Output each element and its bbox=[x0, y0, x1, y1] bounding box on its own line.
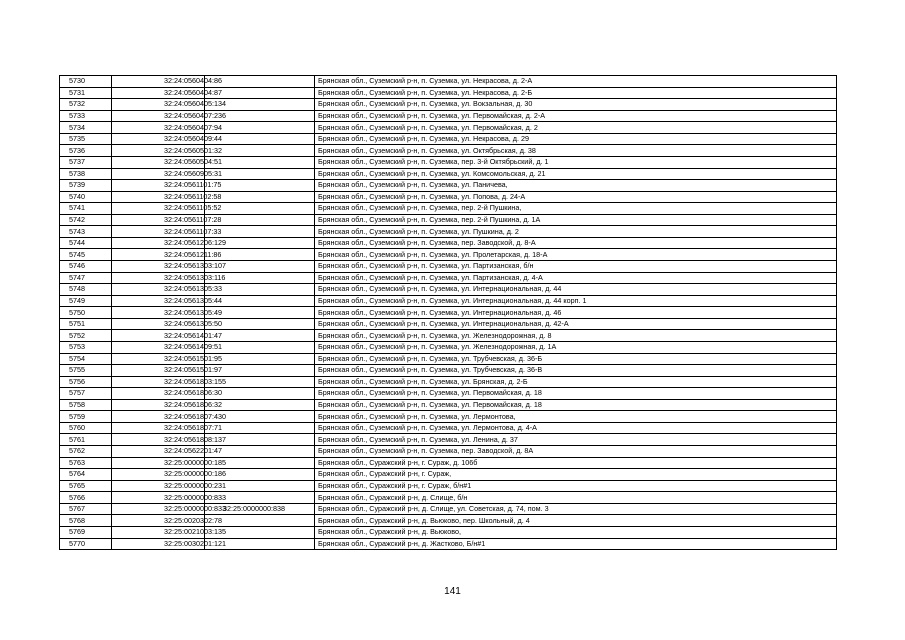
row-number-cell: 5744 bbox=[60, 237, 112, 249]
table-row bbox=[60, 226, 837, 238]
row-number-cell: 5755 bbox=[60, 365, 112, 377]
cadastral-number-cell: 32:24:0561305:44 bbox=[112, 295, 205, 307]
row-number-cell: 5767 bbox=[60, 503, 112, 515]
address-cell: Брянская обл., Суземский р-н, п. Суземка, ул. Паничева, bbox=[315, 180, 837, 192]
row-number-cell: 5766 bbox=[60, 492, 112, 504]
row-number-cell: 5752 bbox=[60, 330, 112, 342]
cadastral-number-cell: 32:24:0561807:430 bbox=[112, 411, 205, 423]
cadastral-number-cell: 32:24:0561305:49 bbox=[112, 307, 205, 319]
address-cell: Брянская обл., Суземский р-н, п. Суземка, ул. Интернациональная, д. 46 bbox=[315, 307, 837, 319]
table-row bbox=[60, 307, 837, 319]
row-number-cell: 5735 bbox=[60, 133, 112, 145]
cadastral-number-cell: 32:24:0561305:50 bbox=[112, 318, 205, 330]
table-row bbox=[60, 214, 837, 226]
row-number-cell: 5745 bbox=[60, 249, 112, 261]
table-row bbox=[60, 191, 837, 203]
row-number-cell: 5737 bbox=[60, 156, 112, 168]
table-row bbox=[60, 480, 837, 492]
table-row bbox=[60, 365, 837, 377]
address-cell: Брянская обл., Суражский р-н, д. Слище, ул. Советская, д. 74, пом. 3 bbox=[315, 503, 837, 515]
address-cell: Брянская обл., Суземский р-н, п. Суземка, ул. Железнодорожная, д. 1А bbox=[315, 341, 837, 353]
address-cell: Брянская обл., Суземский р-н, п. Суземка, ул. Первомайская, д. 18 bbox=[315, 388, 837, 400]
row-number-cell: 5736 bbox=[60, 145, 112, 157]
cadastral-number-cell: 32:24:0561501:97 bbox=[112, 365, 205, 377]
row-number-cell: 5769 bbox=[60, 526, 112, 538]
row-number-cell: 5741 bbox=[60, 203, 112, 215]
table-row bbox=[60, 295, 837, 307]
cadastral-number-cell: 32:24:0561401:47 bbox=[112, 330, 205, 342]
cadastral-number-cell: 32:24:0561102:58 bbox=[112, 191, 205, 203]
address-cell: Брянская обл., Суземский р-н, п. Суземка, пер. Заводской, д. 8-А bbox=[315, 237, 837, 249]
row-number-cell: 5754 bbox=[60, 353, 112, 365]
cadastral-number-cell: 32:24:0561501:95 bbox=[112, 353, 205, 365]
cadastral-number-cell: 32:24:0560501:32 bbox=[112, 145, 205, 157]
table-row bbox=[60, 434, 837, 446]
cadastral-number-cell: 32:25:0000000:231 bbox=[112, 480, 205, 492]
table-row bbox=[60, 526, 837, 538]
cadastral-number-cell: 32:25:0030201:121 bbox=[112, 538, 205, 550]
address-cell: Брянская обл., Суражский р-н, д. Слище, б/н bbox=[315, 492, 837, 504]
address-cell: Брянская обл., Суземский р-н, п. Суземка, ул. Вокзальная, д. 30 bbox=[315, 99, 837, 111]
table-row bbox=[60, 492, 837, 504]
address-cell: Брянская обл., Суражский р-н, г. Сураж, bbox=[315, 469, 837, 481]
row-number-cell: 5768 bbox=[60, 515, 112, 527]
address-cell: Брянская обл., Суражский р-н, д. Жастково, Б/н#1 bbox=[315, 538, 837, 550]
address-cell: Брянская обл., Суземский р-н, п. Суземка, ул. Ленина, д. 37 bbox=[315, 434, 837, 446]
cadastral-number-cell: 32:24:0561303:116 bbox=[112, 272, 205, 284]
cadastral-number-cell: 32:24:0561211:86 bbox=[112, 249, 205, 261]
row-number-cell: 5748 bbox=[60, 284, 112, 296]
table-row bbox=[60, 110, 837, 122]
row-number-cell: 5758 bbox=[60, 399, 112, 411]
row-number-cell: 5750 bbox=[60, 307, 112, 319]
table-row bbox=[60, 145, 837, 157]
row-number-cell: 5734 bbox=[60, 122, 112, 134]
cadastral-number-cell: 32:24:0561303:107 bbox=[112, 261, 205, 273]
table-row bbox=[60, 203, 837, 215]
cadastral-number-cell: 32:24:0561107:28 bbox=[112, 214, 205, 226]
address-cell: Брянская обл., Суземский р-н, п. Суземка, ул. Трубчевская, д. 36-Б bbox=[315, 353, 837, 365]
table-row bbox=[60, 538, 837, 550]
address-cell: Брянская обл., Суземский р-н, п. Суземка, ул. Первомайская, д. 18 bbox=[315, 399, 837, 411]
table-row bbox=[60, 237, 837, 249]
address-cell: Брянская обл., Суземский р-н, п. Суземка, ул. Пушкина, д. 2 bbox=[315, 226, 837, 238]
cadastral-number-cell: 32:24:0561803:155 bbox=[112, 376, 205, 388]
address-cell: Брянская обл., Суземский р-н, п. Суземка, ул. Попова, д. 24-А bbox=[315, 191, 837, 203]
cadastral-number-cell: 32:25:0021003:135 bbox=[112, 526, 205, 538]
cadastral-number-cell: 32:24:0560407:94 bbox=[112, 122, 205, 134]
row-number-cell: 5739 bbox=[60, 180, 112, 192]
row-number-cell: 5733 bbox=[60, 110, 112, 122]
row-number-cell: 5749 bbox=[60, 295, 112, 307]
address-cell: Брянская обл., Суземский р-н, п. Суземка, ул. Комсомольская, д. 21 bbox=[315, 168, 837, 180]
cadastral-number-cell: 32:24:0560404:87 bbox=[112, 87, 205, 99]
row-number-cell: 5757 bbox=[60, 388, 112, 400]
cadastral-number-cell: 32:24:0561808:137 bbox=[112, 434, 205, 446]
table-row bbox=[60, 399, 837, 411]
address-cell: Брянская обл., Суземский р-н, п. Суземка, ул. Октябрьская, д. 38 bbox=[315, 145, 837, 157]
table-row bbox=[60, 469, 837, 481]
address-cell: Брянская обл., Суземский р-н, п. Суземка, ул. Брянская, д. 2-Б bbox=[315, 376, 837, 388]
table-row bbox=[60, 341, 837, 353]
table-row bbox=[60, 168, 837, 180]
cadastral-number-cell: 32:25:0000000:185 bbox=[112, 457, 205, 469]
address-cell: Брянская обл., Суземский р-н, п. Суземка, пер. Заводской, д. 8А bbox=[315, 446, 837, 458]
row-number-cell: 5764 bbox=[60, 469, 112, 481]
row-number-cell: 5761 bbox=[60, 434, 112, 446]
cadastral-number-cell: 32:25:0000000:833 bbox=[112, 492, 205, 504]
registry-table-body bbox=[60, 76, 837, 550]
cadastral-number-cell: 32:24:0560405:134 bbox=[112, 99, 205, 111]
row-number-cell: 5740 bbox=[60, 191, 112, 203]
cadastral-number-cell: 32:24:0560504:51 bbox=[112, 156, 205, 168]
address-cell: Брянская обл., Суземский р-н, п. Суземка, ул. Трубчевская, д. 36-В bbox=[315, 365, 837, 377]
cadastral-number-cell: 32:24:0561105:52 bbox=[112, 203, 205, 215]
cadastral-number-cell: 32:24:0561806:30 bbox=[112, 388, 205, 400]
table-row bbox=[60, 261, 837, 273]
address-cell: Брянская обл., Суземский р-н, п. Суземка, ул. Пролетарская, д. 18-А bbox=[315, 249, 837, 261]
row-number-cell: 5742 bbox=[60, 214, 112, 226]
table-row bbox=[60, 388, 837, 400]
table-row bbox=[60, 411, 837, 423]
address-cell: Брянская обл., Суземский р-н, п. Суземка, ул. Первомайская, д. 2-А bbox=[315, 110, 837, 122]
cadastral-number-cell: 32:24:0561107:33 bbox=[112, 226, 205, 238]
row-number-cell: 5756 bbox=[60, 376, 112, 388]
address-cell: Брянская обл., Суземский р-н, п. Суземка, ул. Некрасова, д. 2-А bbox=[315, 76, 837, 88]
cadastral-number-cell: 32:24:0560905:31 bbox=[112, 168, 205, 180]
table-row bbox=[60, 180, 837, 192]
address-cell: Брянская обл., Суземский р-н, п. Суземка, ул. Некрасова, д. 29 bbox=[315, 133, 837, 145]
address-cell: Брянская обл., Суземский р-н, п. Суземка, пер. 3-й Октябрьский, д. 1 bbox=[315, 156, 837, 168]
cadastral-number-cell: 32:25:0000000:833 bbox=[112, 503, 205, 515]
cadastral-number-cell: 32:24:0562201:47 bbox=[112, 446, 205, 458]
address-cell: Брянская обл., Суземский р-н, п. Суземка, пер. 2-й Пушкина, bbox=[315, 203, 837, 215]
address-cell: Брянская обл., Суземский р-н, п. Суземка, ул. Лермонтова, д. 4-А bbox=[315, 422, 837, 434]
row-number-cell: 5731 bbox=[60, 87, 112, 99]
row-number-cell: 5763 bbox=[60, 457, 112, 469]
address-cell: Брянская обл., Суземский р-н, п. Суземка, ул. Некрасова, д. 2-Б bbox=[315, 87, 837, 99]
table-row bbox=[60, 422, 837, 434]
address-cell: Брянская обл., Суземский р-н, п. Суземка, ул. Первомайская, д. 2 bbox=[315, 122, 837, 134]
registry-table bbox=[59, 75, 837, 550]
cadastral-number-cell: 32:24:0560409:44 bbox=[112, 133, 205, 145]
row-number-cell: 5730 bbox=[60, 76, 112, 88]
table-row bbox=[60, 133, 837, 145]
table-row bbox=[60, 457, 837, 469]
cadastral-number-cell: 32:24:0561409:51 bbox=[112, 341, 205, 353]
table-row bbox=[60, 330, 837, 342]
table-row bbox=[60, 284, 837, 296]
cadastral-number-cell: 32:24:0560407:236 bbox=[112, 110, 205, 122]
table-row bbox=[60, 99, 837, 111]
row-number-cell: 5746 bbox=[60, 261, 112, 273]
row-number-cell: 5732 bbox=[60, 99, 112, 111]
address-cell: Брянская обл., Суземский р-н, п. Суземка, ул. Лермонтова, bbox=[315, 411, 837, 423]
table-row bbox=[60, 76, 837, 88]
cadastral-number-cell: 32:24:0561206:129 bbox=[112, 237, 205, 249]
address-cell: Брянская обл., Суземский р-н, п. Суземка, ул. Интернациональная, д. 42-А bbox=[315, 318, 837, 330]
row-number-cell: 5760 bbox=[60, 422, 112, 434]
address-cell: Брянская обл., Суземский р-н, п. Суземка, пер. 2-й Пушкина, д. 1А bbox=[315, 214, 837, 226]
address-cell: Брянская обл., Суземский р-н, п. Суземка, ул. Интернациональная, д. 44 корп. 1 bbox=[315, 295, 837, 307]
address-cell: Брянская обл., Суражский р-н, д. Вьюково, пер. Школьный, д. 4 bbox=[315, 515, 837, 527]
address-cell: Брянская обл., Суземский р-н, п. Суземка, ул. Партизанская, б/н bbox=[315, 261, 837, 273]
table-row bbox=[60, 249, 837, 261]
table-row bbox=[60, 122, 837, 134]
table-row bbox=[60, 353, 837, 365]
row-number-cell: 5765 bbox=[60, 480, 112, 492]
table-row bbox=[60, 503, 837, 515]
row-number-cell: 5747 bbox=[60, 272, 112, 284]
address-cell: Брянская обл., Суражский р-н, д. Вьюково, bbox=[315, 526, 837, 538]
address-cell: Брянская обл., Суземский р-н, п. Суземка, ул. Партизанская, д. 4-А bbox=[315, 272, 837, 284]
cadastral-number-cell: 32:24:0561305:33 bbox=[112, 284, 205, 296]
row-number-cell: 5770 bbox=[60, 538, 112, 550]
table-row bbox=[60, 515, 837, 527]
row-number-cell: 5762 bbox=[60, 446, 112, 458]
table-row bbox=[60, 318, 837, 330]
row-number-cell: 5738 bbox=[60, 168, 112, 180]
table-row bbox=[60, 272, 837, 284]
row-number-cell: 5759 bbox=[60, 411, 112, 423]
cadastral-number-cell: 32:24:0561807:71 bbox=[112, 422, 205, 434]
address-cell: Брянская обл., Суражский р-н, г. Сураж, б/н#1 bbox=[315, 480, 837, 492]
table-row bbox=[60, 156, 837, 168]
address-cell: Брянская обл., Суземский р-н, п. Суземка, ул. Железнодорожная, д. 8 bbox=[315, 330, 837, 342]
table-row bbox=[60, 87, 837, 99]
cadastral-number-cell: 32:24:0560404:86 bbox=[112, 76, 205, 88]
address-cell: Брянская обл., Суражский р-н, г. Сураж, д. 106б bbox=[315, 457, 837, 469]
linked-cadastral-number-cell: 32:25:0000000:838 bbox=[205, 503, 315, 515]
table-row bbox=[60, 446, 837, 458]
cadastral-number-cell: 32:25:0020302:78 bbox=[112, 515, 205, 527]
row-number-cell: 5751 bbox=[60, 318, 112, 330]
row-number-cell: 5753 bbox=[60, 341, 112, 353]
page-number: 141 bbox=[444, 586, 461, 597]
cadastral-number-cell: 32:24:0561806:32 bbox=[112, 399, 205, 411]
address-cell: Брянская обл., Суземский р-н, п. Суземка, ул. Интернациональная, д. 44 bbox=[315, 284, 837, 296]
row-number-cell: 5743 bbox=[60, 226, 112, 238]
table-row bbox=[60, 376, 837, 388]
cadastral-number-cell: 32:24:0561101:75 bbox=[112, 180, 205, 192]
cadastral-number-cell: 32:25:0000000:186 bbox=[112, 469, 205, 481]
